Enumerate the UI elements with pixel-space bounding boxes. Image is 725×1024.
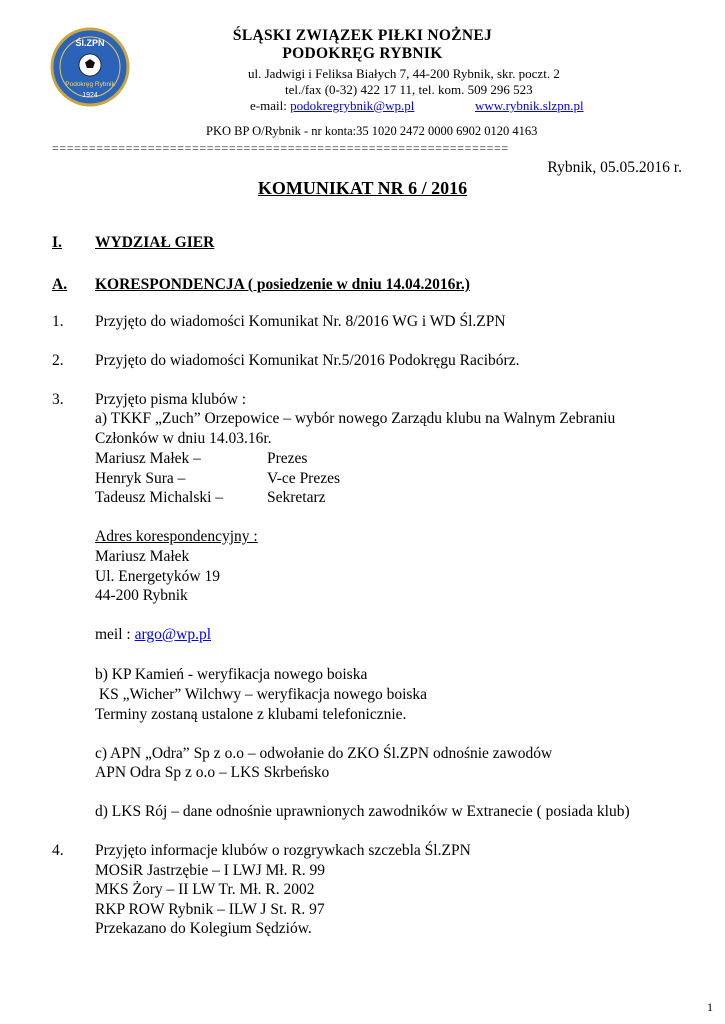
org-address: ul. Jadwigi i Feliksa Białych 7, 44-200 Rybnik, skr. poczt. 2 — [248, 66, 560, 81]
address-city: 44-200 Rybnik — [95, 587, 188, 604]
item-1-number: 1. — [52, 313, 64, 330]
item-3a-line1: a) TKKF „Zuch” Orzepowice – wybór nowego Zarządu klubu na Walnym Zebraniu — [95, 410, 616, 427]
address-street: Ul. Energetyków 19 — [95, 568, 220, 585]
board-member-role: V-ce Prezes — [267, 470, 341, 487]
address-name: Mariusz Małek — [95, 548, 190, 565]
org-email-row — [250, 98, 414, 114]
item-4-line2: MOSiR Jastrzębie – I LWJ Mł. R. 99 — [95, 862, 326, 879]
item-4-number: 4. — [52, 842, 64, 859]
item-4-line1: Przyjęto informacje klubów o rozgrywkach szczebla Śl.ZPN — [95, 842, 471, 859]
club-mail-link[interactable]: argo@wp.pl — [134, 626, 212, 643]
item-3b-line2: KS „Wicher” Wilchwy – weryfikacja nowego boiska — [95, 686, 428, 703]
item-2-text: Przyjęto do wiadomości Komunikat Nr.5/2016 Podokręgu Racibórz. — [95, 352, 520, 369]
item-4-line4: RKP ROW Rybnik – ILW J St. R. 97 — [95, 901, 325, 918]
item-3b-line1: b) KP Kamień - weryfikacja nowego boiska — [95, 666, 368, 683]
logo-bottom-text: Podokręg Rybnik — [65, 81, 115, 88]
section-i-heading: WYDZIAŁ GIER — [95, 234, 215, 251]
item-4-line5: Przekazano do Kolegium Sędziów. — [95, 920, 312, 937]
item-3-number: 3. — [52, 391, 64, 408]
board-member-name: Mariusz Małek – — [95, 450, 201, 467]
board-member-role: Prezes — [267, 450, 308, 467]
item-3a-line2: Członków w dniu 14.03.16r. — [95, 430, 272, 447]
item-3d-line1: d) LKS Rój – dane odnośnie uprawnionych zawodników w Extranecie ( posiada klub) — [95, 803, 630, 820]
logo-year: 1924 — [82, 92, 98, 99]
document-title: KOMUNIKAT NR 6 / 2016 — [257, 178, 468, 198]
logo-top-text: Śl.ZPN — [75, 38, 105, 48]
page-number: 1 — [707, 1000, 713, 1014]
email-link[interactable]: podokregrybnik@wp.pl — [290, 98, 415, 113]
board-member-name: Henryk Sura – — [95, 470, 186, 487]
item-3-intro: Przyjęto pisma klubów : — [95, 391, 247, 408]
section-a-heading: KORESPONDENCJA ( posiedzenie w dniu 14.04.2016r.) — [95, 276, 470, 293]
org-phone: tel./fax (0-32) 422 17 11, tel. kom. 509 296 523 — [285, 82, 533, 97]
bank-account: PKO BP O/Rybnik - nr konta:35 1020 2472 0000 6902 0120 4163 — [206, 124, 538, 138]
header-separator: ============================================================== — [52, 141, 509, 155]
section-i-number: I. — [52, 234, 62, 251]
address-label: Adres korespondencyjny : — [95, 528, 258, 545]
item-2-number: 2. — [52, 352, 64, 369]
item-4-line3: MKS Żory – II LW Tr. Mł. R. 2002 — [95, 881, 315, 898]
club-mail-row — [95, 626, 211, 644]
email-label: e-mail: — [250, 98, 287, 113]
board-member-role: Sekretarz — [267, 489, 326, 506]
item-3b-line3: Terminy zostaną ustalone z klubami telefonicznie. — [95, 706, 407, 723]
item-3c-line1: c) APN „Odra” Sp z o.o – odwołanie do ZKO Śl.ZPN odnośnie zawodów — [95, 745, 553, 762]
item-3c-line2: APN Odra Sp z o.o – LKS Skrbeńsko — [95, 764, 330, 781]
org-subname: PODOKRĘG RYBNIK — [282, 45, 443, 62]
website-link[interactable]: www.rybnik.slzpn.pl — [475, 98, 584, 113]
org-name: ŚLĄSKI ZWIĄZEK PIŁKI NOŻNEJ — [232, 27, 493, 44]
item-1-text: Przyjęto do wiadomości Komunikat Nr. 8/2016 WG i WD Śl.ZPN — [95, 313, 506, 330]
club-mail-label: meil : — [95, 626, 131, 643]
section-a-number: A. — [52, 276, 68, 293]
document-date: Rybnik, 05.05.2016 r. — [547, 159, 682, 176]
board-member-name: Tadeusz Michalski – — [95, 489, 224, 506]
